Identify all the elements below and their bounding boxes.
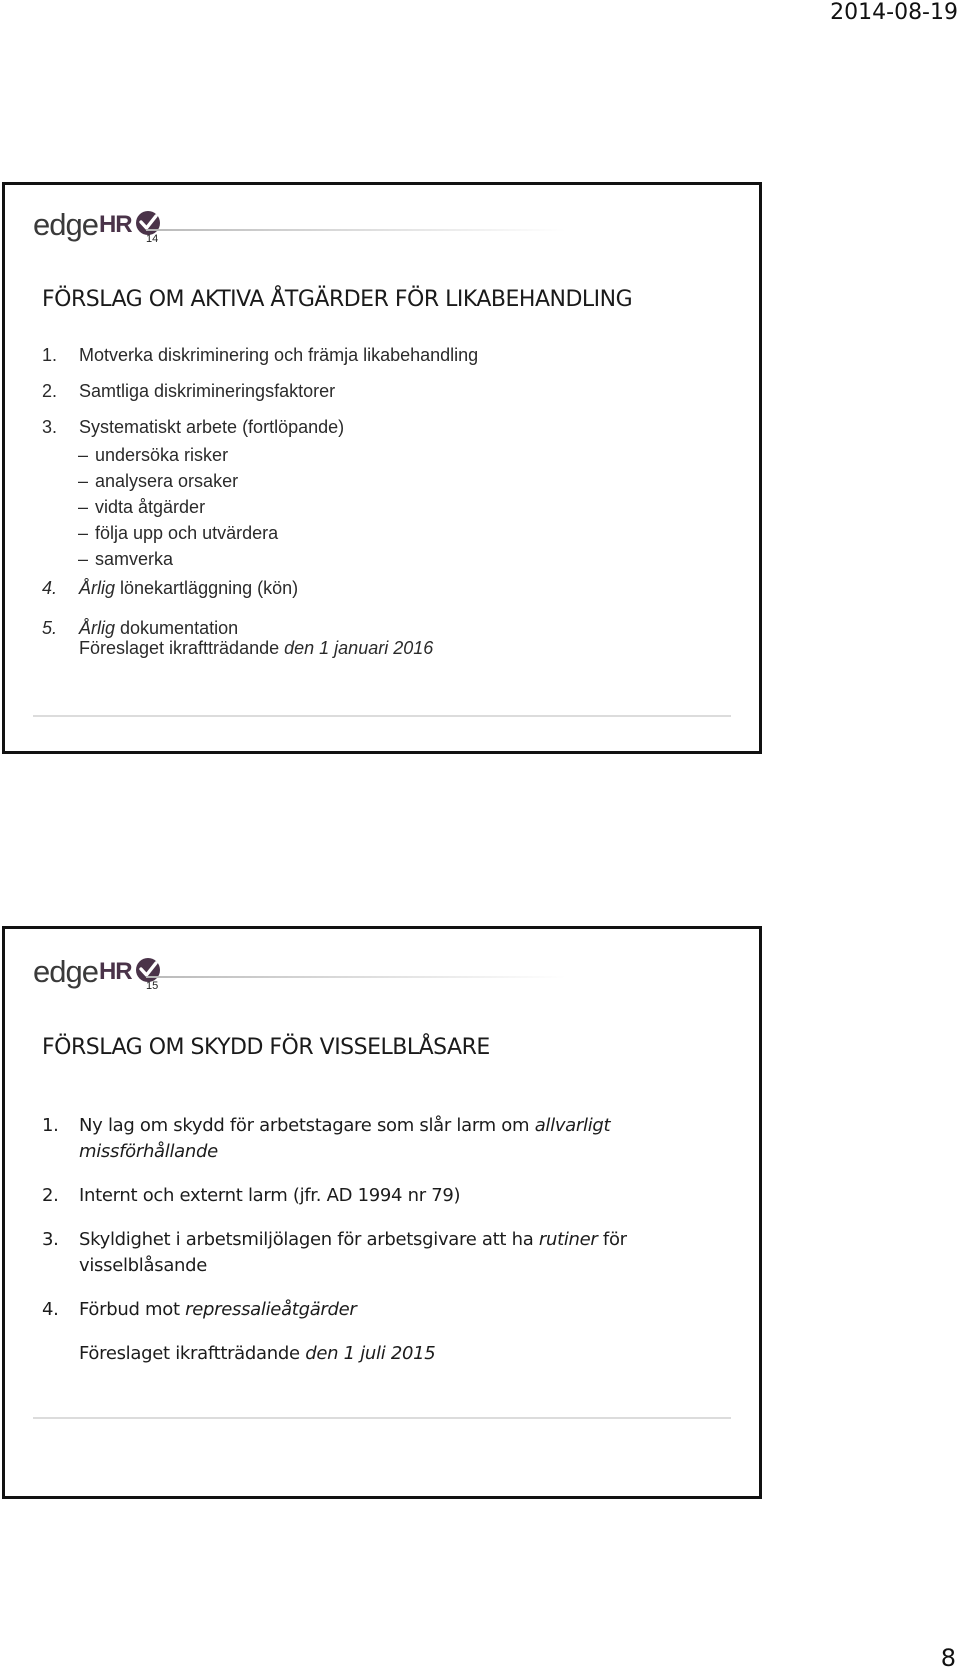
- item-number: 4.: [42, 1299, 59, 1320]
- item-text: Skyldighet i arbetsmiljölagen för arbetsgivare att ha rutiner för visselblåsande: [79, 1229, 627, 1276]
- slide-number: 14: [146, 233, 159, 245]
- logo-hr-text: HR: [98, 958, 132, 985]
- footer-divider: [33, 1417, 731, 1419]
- list-item: [42, 1183, 682, 1227]
- logo-edge-text: edge: [33, 207, 98, 242]
- item-number: 2.: [42, 381, 58, 401]
- list-item: [42, 1297, 682, 1327]
- item-text: Internt och externt larm (jfr. AD 1994 nr 79): [79, 1185, 461, 1206]
- list-item: [42, 381, 478, 417]
- slide-15: [2, 926, 762, 1499]
- sub-item: – vidta åtgärder: [78, 497, 206, 517]
- sub-item: – analysera orsaker: [78, 471, 239, 491]
- item-number: 3.: [42, 1229, 59, 1250]
- measures-list: [42, 345, 478, 648]
- sub-list: [42, 445, 478, 578]
- item-number: 3.: [42, 417, 58, 437]
- item-number: 5.: [42, 618, 58, 638]
- list-item: [42, 345, 478, 381]
- item-number: 4.: [42, 578, 58, 598]
- item-number: 1.: [42, 1115, 59, 1136]
- list-item: [42, 1113, 682, 1183]
- proposals-list: [42, 1113, 682, 1327]
- header-divider: [146, 976, 566, 978]
- slide-title: FÖRSLAG OM SKYDD FÖR VISSELBLÅSARE: [42, 1035, 490, 1060]
- page-number: 8: [940, 1644, 956, 1672]
- list-item: [42, 417, 478, 445]
- item-text: Årlig dokumentation: [79, 618, 239, 638]
- item-text: Motverka diskriminering och främja likabehandling: [79, 345, 479, 365]
- item-text: Årlig lönekartläggning (kön): [79, 578, 299, 598]
- item-text: Samtliga diskrimineringsfaktorer: [79, 381, 336, 401]
- item-number: 1.: [42, 345, 58, 365]
- slide-14: [2, 182, 762, 754]
- footer-divider: [33, 715, 731, 717]
- list-item: [42, 578, 478, 618]
- item-number: 2.: [42, 1185, 59, 1206]
- edgehr-logo: [33, 952, 161, 992]
- sub-item: – samverka: [78, 549, 174, 569]
- effective-date-note: Föreslaget ikraftträdande den 1 juli 2015: [79, 1343, 436, 1364]
- sub-item: – följa upp och utvärdera: [78, 523, 279, 543]
- page-date: 2014-08-19: [830, 0, 958, 25]
- effective-date-note: Föreslaget ikraftträdande den 1 januari 2016: [79, 638, 434, 658]
- slide-title: FÖRSLAG OM AKTIVA ÅTGÄRDER FÖR LIKABEHANDLING: [42, 287, 633, 312]
- sub-item: – undersöka risker: [78, 445, 229, 465]
- list-item: [42, 1227, 682, 1297]
- item-text: Systematiskt arbete (fortlöpande): [79, 417, 345, 437]
- item-text: Förbud mot repressalieåtgärder: [79, 1299, 357, 1320]
- logo-hr-text: HR: [98, 211, 132, 238]
- header-divider: [146, 229, 566, 231]
- item-text: Ny lag om skydd för arbetstagare som slår larm om allvarligt missförhållande: [79, 1115, 611, 1162]
- logo-edge-text: edge: [33, 954, 98, 989]
- slide-number: 15: [146, 980, 159, 992]
- edgehr-logo: [33, 205, 161, 245]
